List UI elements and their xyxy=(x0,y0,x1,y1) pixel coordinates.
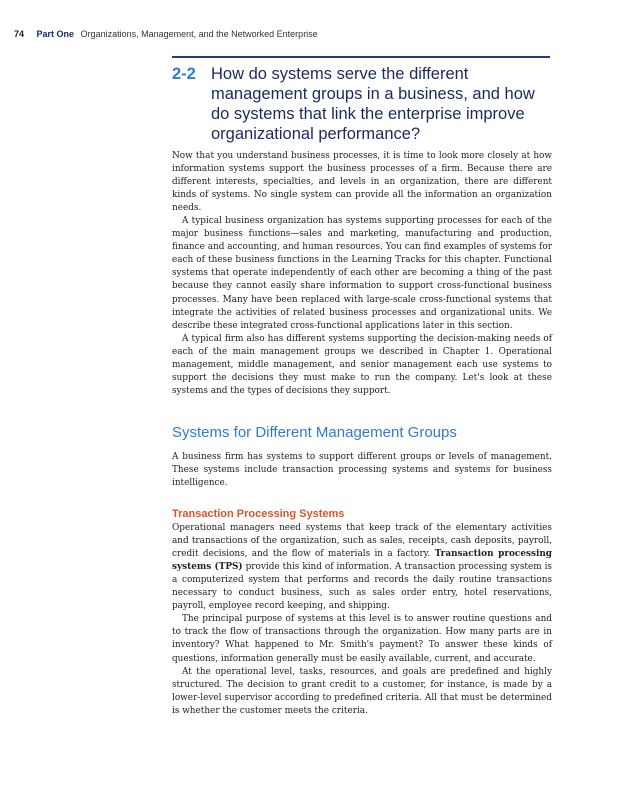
section-heading-rule xyxy=(172,56,550,58)
subheading-transaction-processing: Transaction Processing Systems xyxy=(172,508,345,521)
subheading-management-groups: Systems for Different Management Groups xyxy=(172,423,457,441)
page-number: 74 xyxy=(14,29,25,39)
paragraph-operational-level: At the operational level, tasks, resources, and goals are predefined and highly structured. The decision to grant credit to a customer, for instance, is made by a lower-level supervisor according to predefined criteria. All that must be determined is whether the customer meets the criteria. xyxy=(172,666,552,716)
running-head xyxy=(14,29,318,39)
part-title: Organizations, Management, and the Networked Enterprise xyxy=(80,29,318,39)
paragraph-business-firm: A business firm has systems to support different groups or levels of management. These systems include transaction processing systems and systems for business intelligence. xyxy=(172,451,552,488)
key-term-tps: Transaction processing systems (TPS) xyxy=(172,549,552,573)
section-question: How do systems serve the different management groups in a business, and how do systems that link the enterprise improve organizational performance? xyxy=(211,65,535,143)
tps-text-after: provide this kind of information. A transaction processing system is a computerized system that performs and records the daily routine transactions necessary to conduct business, such as sales order entry, hotel reservations, payroll, employee record keeping, and shipping. xyxy=(172,562,552,612)
section-number: 2-2 xyxy=(172,65,196,83)
paragraph-functional-systems: A typical business organization has systems supporting processes for each of the major business functions—sales and marketing, manufacturing and production, finance and accounting, and human resources. You can find examples of systems for each of these business functions in the Learning Tracks for this chapter. Functional systems that operate independently of each other are becoming a thing of the past because they cannot easily share information to support cross-functional business processes. Many have been replaced with large-scale cross-functional systems that integrate the activities of related business processes and organizational units. We describe these integrated cross-functional applications later in this section. xyxy=(172,216,552,331)
paragraph-tps-purpose: The principal purpose of systems at this level is to answer routine questions and to track the flow of transactions through the organization. How many parts are in inventory? What happened to Mr. Smith's payment? To answer these kinds of questions, information generally must be easily available, current, and accurate. xyxy=(172,614,552,664)
article-body xyxy=(172,150,552,718)
paragraph-management-groups: A typical firm also has different systems supporting the decision-making needs of each of the main management groups we described in Chapter 1. Operational management, middle management, and senior management each use systems to support the decisions they must make to run the company. Let's look at these systems and the types of decisions they support. xyxy=(172,333,552,396)
tps-text-before: Operational managers need systems that keep track of the elementary activities and transactions of the organization, such as sales, receipts, cash deposits, payroll, credit decisions, and the flow of materials in a factory. xyxy=(172,523,552,560)
paragraph-tps-definition xyxy=(172,522,552,613)
part-label: Part One xyxy=(36,29,75,39)
section-heading xyxy=(172,64,552,144)
paragraph-intro: Now that you understand business processes, it is time to look more closely at how information systems support the business processes of a firm. Because there are different interests, specialties, and levels in an organization, there are different kinds of systems. No single system can provide all the information an organization needs. xyxy=(172,151,552,214)
